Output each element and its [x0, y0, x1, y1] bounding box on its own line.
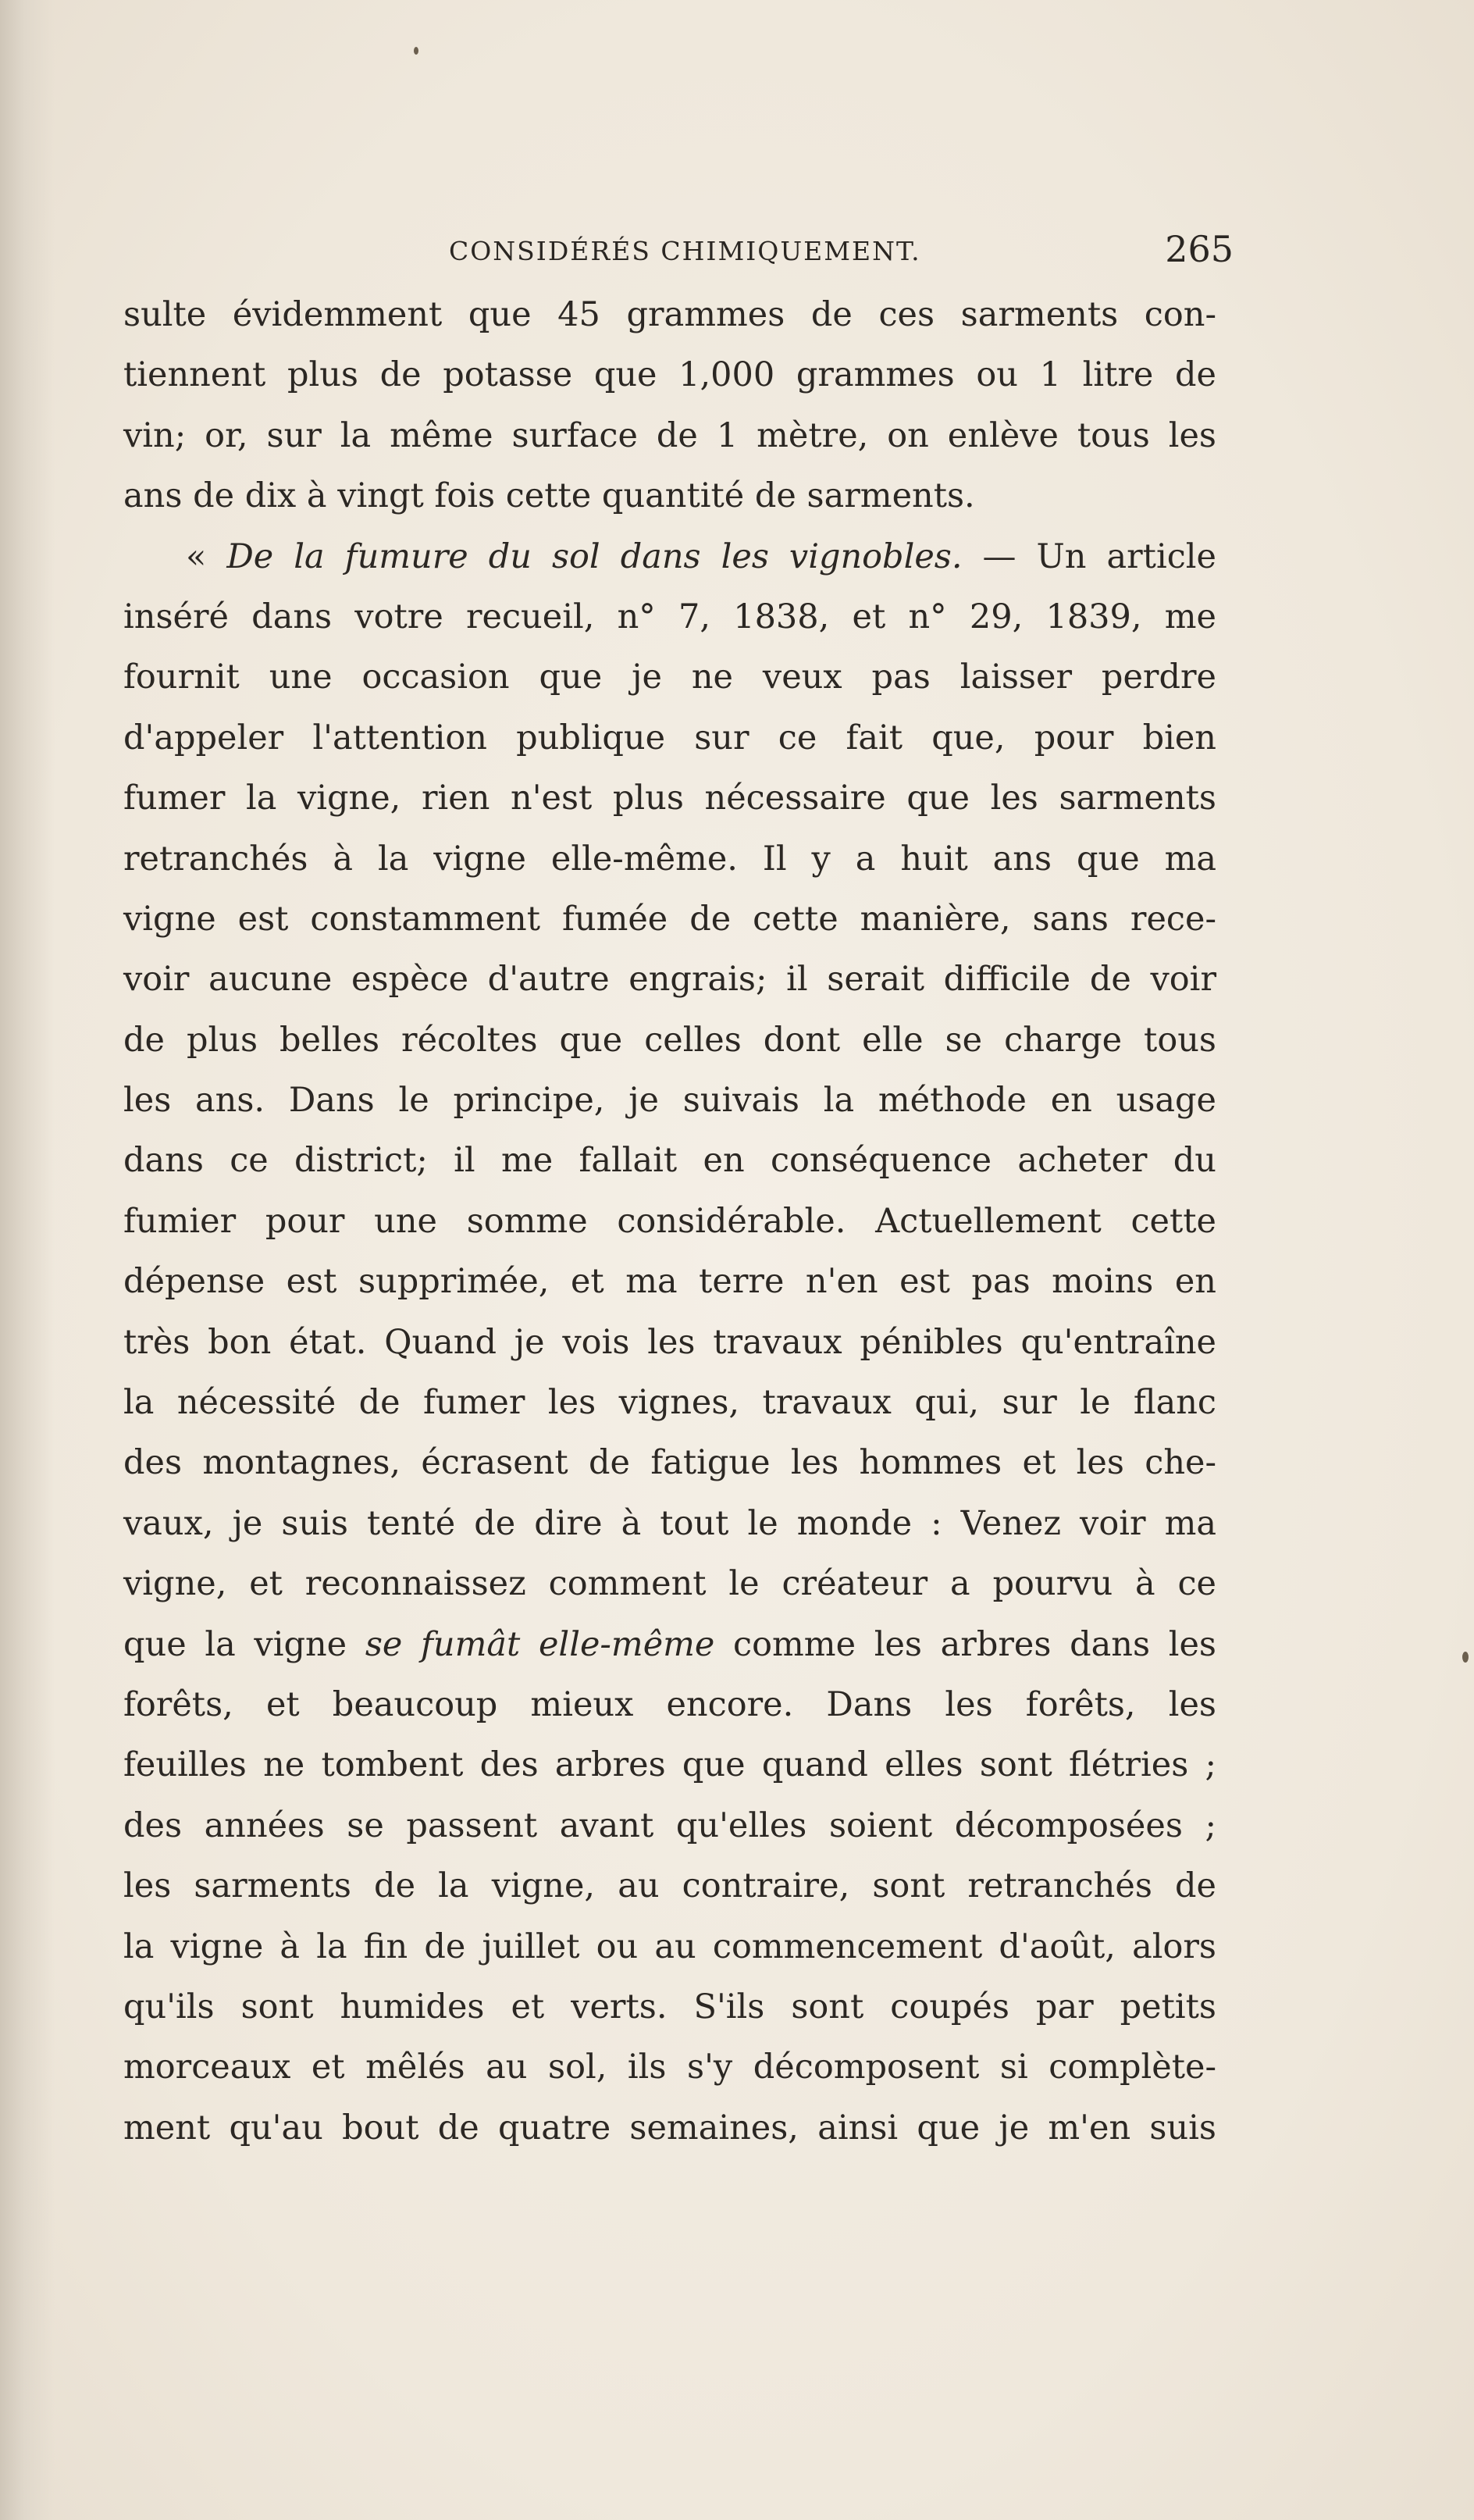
running-title: CONSIDÉRÉS CHIMIQUEMENT. [449, 236, 921, 266]
text-line [123, 466, 1216, 526]
text-segment: vigne est constamment fumée de cette manière, sans rece- [123, 899, 1216, 939]
text-line [123, 2037, 1216, 2098]
text-line [123, 829, 1216, 889]
text-segment: feuilles ne tombent des arbres que quand elles sont flétries ; [123, 1745, 1216, 1785]
text-segment: dépense est supprimée, et ma terre n'en est pas moins en [123, 1262, 1216, 1302]
text-line [123, 1554, 1216, 1614]
text-line [123, 1373, 1216, 1433]
paper-speck [414, 47, 418, 55]
text-line [123, 527, 1216, 587]
paper-speck [1462, 1652, 1469, 1663]
text-line [123, 1313, 1216, 1373]
text-segment: d'appeler l'attention publique sur ce fait que, pour bien [123, 718, 1216, 757]
text-line [123, 647, 1216, 708]
text-segment: de plus belles récoltes que celles dont elle se charge tous [123, 1020, 1216, 1060]
text-segment: — Un article [962, 536, 1216, 576]
text-segment: « [186, 536, 227, 576]
text-segment: forêts, et beaucoup mieux encore. Dans les forêts, les [123, 1684, 1216, 1724]
text-segment: très bon état. Quand je vois les travaux pénibles qu'entraîne [123, 1322, 1216, 1362]
text-segment: morceaux et mêlés au sol, ils s'y décomposent si complète- [123, 2048, 1216, 2087]
page-gutter-shadow [0, 0, 55, 2520]
text-segment: tiennent plus de potasse que 1,000 grammes ou 1 litre de [123, 355, 1216, 395]
text-segment: vin; or, sur la même surface de 1 mètre, on enlève tous les [123, 415, 1216, 455]
text-segment: inséré dans votre recueil, n° 7, 1838, et n° 29, 1839, me [123, 597, 1216, 636]
text-line [123, 1010, 1216, 1071]
text-line [123, 406, 1216, 466]
text-line [123, 1494, 1216, 1554]
text-line [123, 1917, 1216, 1977]
text-line [123, 587, 1216, 647]
text-segment: les sarments de la vigne, au contraire, sont retranchés de [123, 1866, 1216, 1906]
text-segment: vigne, et reconnaissez comment le créateur a pourvu à ce [123, 1564, 1216, 1604]
text-line [123, 708, 1216, 768]
text-segment: qu'ils sont humides et verts. S'ils sont coupés par petits [123, 1987, 1216, 2026]
text-segment: des montagnes, écrasent de fatigue les hommes et les che- [123, 1443, 1216, 1483]
text-segment: ans de dix à vingt fois cette quantité de sarments. [123, 476, 975, 516]
text-line [123, 889, 1216, 950]
italic-text-segment: De la fumure du sol dans les vignobles. [226, 536, 963, 576]
page-header [449, 228, 1234, 275]
text-segment: dans ce district; il me fallait en conséquence acheter du [123, 1141, 1216, 1181]
text-segment: comme les arbres dans les [714, 1624, 1216, 1664]
text-segment: sulte évidemment que 45 grammes de ces sarments con- [123, 295, 1216, 334]
text-segment: les ans. Dans le principe, je suivais la méthode en usage [123, 1081, 1216, 1121]
text-line [123, 1796, 1216, 1856]
page-number: 265 [1165, 228, 1234, 270]
text-line [123, 1252, 1216, 1312]
text-line [123, 1192, 1216, 1252]
text-segment: vaux, je suis tenté de dire à tout le monde : Venez voir ma [123, 1503, 1216, 1543]
text-line [123, 950, 1216, 1010]
text-segment: que la vigne [123, 1624, 365, 1664]
text-segment: ment qu'au bout de quatre semaines, ainsi que je m'en suis [123, 2108, 1216, 2148]
text-segment: fumier pour une somme considérable. Actuellement cette [123, 1201, 1216, 1241]
text-segment: fumer la vigne, rien n'est plus nécessaire que les sarments [123, 779, 1216, 818]
italic-text-segment: se fumât elle-même [365, 1624, 715, 1664]
text-line [123, 1675, 1216, 1735]
text-line [123, 1735, 1216, 1795]
body-text [123, 285, 1216, 2158]
text-line [123, 1071, 1216, 1131]
text-segment: retranchés à la vigne elle-même. Il y a huit ans que ma [123, 839, 1216, 879]
text-line [123, 1615, 1216, 1675]
text-line [123, 1856, 1216, 1916]
text-segment: fournit une occasion que je ne veux pas laisser perdre [123, 658, 1216, 697]
text-line [123, 285, 1216, 345]
text-line [123, 1977, 1216, 2037]
text-segment: la nécessité de fumer les vignes, travaux qui, sur le flanc [123, 1383, 1216, 1423]
text-segment: la vigne à la fin de juillet ou au commencement d'août, alors [123, 1927, 1216, 1966]
text-line [123, 768, 1216, 829]
text-line [123, 345, 1216, 405]
text-segment: voir aucune espèce d'autre engrais; il serait difficile de voir [123, 960, 1216, 1000]
text-line [123, 1131, 1216, 1191]
text-line [123, 1433, 1216, 1493]
text-segment: des années se passent avant qu'elles soient décomposées ; [123, 1805, 1216, 1845]
text-line [123, 2098, 1216, 2158]
